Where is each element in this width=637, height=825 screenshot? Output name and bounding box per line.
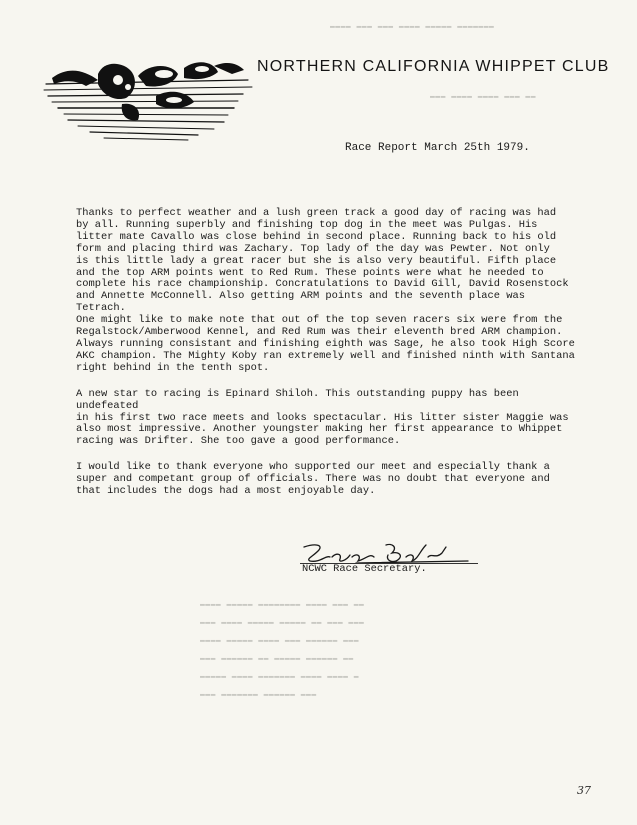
- running-whippets-logo: [38, 40, 258, 150]
- bleed-through-text: ▬▬▬▬ ▬▬▬ ▬▬▬ ▬▬▬▬ ▬▬▬▬▬ ▬▬▬▬▬▬▬: [330, 22, 495, 31]
- bleed-through-text: ▬▬▬▬▬ ▬▬▬▬ ▬▬▬▬▬▬▬ ▬▬▬▬ ▬▬▬▬ ▬: [200, 672, 360, 681]
- club-name-heading: NORTHERN CALIFORNIA WHIPPET CLUB: [257, 58, 610, 75]
- report-body: [76, 208, 578, 512]
- report-paragraph: A new star to racing is Epinard Shiloh. This outstanding puppy has been undefeated in his first two race meets and looks spectacular. His litter sister Maggie was also most impressive. Another youngster making her first appearance to Whippet racing was Drifter. She too gave a good performance.: [76, 387, 569, 448]
- page-number: 37: [577, 784, 591, 797]
- report-paragraph: I would like to thank everyone who supported our meet and especially thank a super and competant group of officials. There was no doubt that everyone and that includes the dogs had a most enjoyable day.: [76, 461, 550, 498]
- signatory-title: NCWC Race Secretary.: [302, 563, 427, 575]
- bleed-through-text: ▬▬▬▬ ▬▬▬▬▬ ▬▬▬▬ ▬▬▬ ▬▬▬▬▬▬ ▬▬▬: [200, 636, 360, 645]
- bleed-through-text: ▬▬▬ ▬▬▬▬▬▬ ▬▬ ▬▬▬▬▬ ▬▬▬▬▬▬ ▬▬: [200, 654, 354, 663]
- report-date: Race Report March 25th 1979.: [345, 142, 530, 154]
- bleed-through-text: ▬▬▬▬ ▬▬▬▬▬ ▬▬▬▬▬▬▬▬ ▬▬▬▬ ▬▬▬ ▬▬: [200, 600, 365, 609]
- bleed-through-text: ▬▬▬ ▬▬▬▬ ▬▬▬▬ ▬▬▬ ▬▬: [430, 92, 537, 101]
- bleed-through-text: ▬▬▬ ▬▬▬▬▬▬▬ ▬▬▬▬▬▬ ▬▬▬: [200, 690, 317, 699]
- report-paragraph: Thanks to perfect weather and a lush green track a good day of racing was had by all. Running superbly and finishing top dog in the meet was Pulgas. His litter mate Cavallo was close behind in second place. Running back to his old form and placing third was Zachary. Top lady of the day was Pewter. Not only is this little lady a great racer but she is also very beautiful. Fifth place and the top ARM points went to Red Rum. These points were what he needed to complete his race championship. Concratulations to David Gill, David Rosenstock and Annette McConnell. Also getting ARM points and the seventh place was Tetrach. One might like to make note that out of the top seven racers six were from the Regalstock/Amberwood Kennel, and Red Rum was their eleventh bred ARM champion. Always running consistant and finishing eighth was Sage, he also took High Score AKC champion. The Mighty Koby ran extremely well and finished ninth with Santana right behind in the tenth spot.: [76, 207, 575, 374]
- bleed-through-text: ▬▬▬ ▬▬▬▬ ▬▬▬▬▬ ▬▬▬▬▬ ▬▬ ▬▬▬ ▬▬▬: [200, 618, 365, 627]
